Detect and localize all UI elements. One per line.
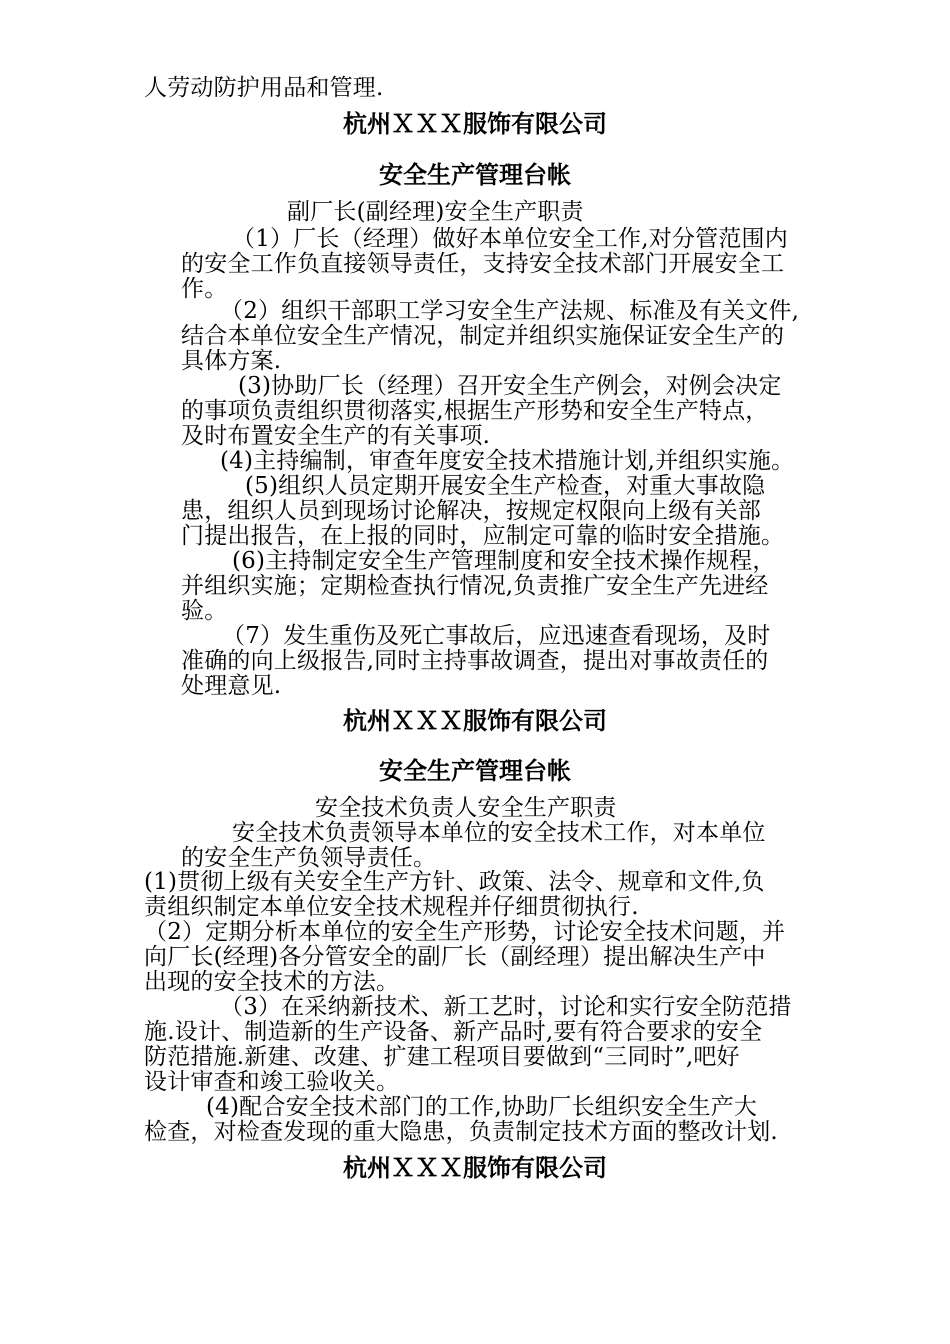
text-line: 安全技术负责领导本单位的安全技术工作，对本单位: [232, 820, 766, 846]
text-line: 防范措施.新建、改建、扩建工程项目要做到“三同时”,吧好: [144, 1044, 740, 1070]
text-line: 的安全生产负领导责任。: [181, 845, 437, 871]
text-line: 并组织实施；定期检查执行情况,负责推广安全生产先进经: [181, 573, 769, 599]
text-line: 作。: [181, 276, 228, 302]
text-line: 人劳动防护用品和管理.: [144, 75, 384, 101]
company-heading: 杭州ＸＸＸ服饰有限公司: [343, 707, 607, 735]
text-line: (4)主持编制，审查年度安全技术措施计划,并组织实施。: [220, 448, 795, 474]
text-line: 具体方案.: [181, 348, 282, 374]
ledger-heading: 安全生产管理台帐: [379, 757, 571, 785]
text-line: 施.设计、制造新的生产设备、新产品时,要有符合要求的安全: [144, 1019, 763, 1045]
text-line: 门提出报告，在上报的同时，应制定可靠的临时安全措施。: [181, 523, 785, 549]
section-subtitle: 副厂长(副经理)安全生产职责: [287, 199, 584, 225]
text-line: （2）定期分析本单位的安全生产形势，讨论安全技术问题，并: [144, 919, 786, 945]
text-line: （2）组织干部职工学习安全生产法规、标准及有关文件,: [220, 298, 800, 324]
text-line: 出现的安全技术的方法。: [144, 969, 400, 995]
text-line: (5)组织人员定期开展安全生产检查，对重大事故隐: [245, 473, 766, 499]
ledger-heading: 安全生产管理台帐: [379, 161, 571, 189]
text-line: 验。: [181, 598, 228, 624]
text-line: 设计审查和竣工验收关。: [144, 1069, 400, 1095]
text-line: 的安全工作负直接领导责任，支持安全技术部门开展安全工: [181, 251, 785, 277]
text-line: 及时布置安全生产的有关事项.: [181, 423, 491, 449]
text-line: 向厂长(经理)各分管安全的副厂长（副经理）提出解决生产中: [144, 944, 766, 970]
text-line: 责组织制定本单位安全技术规程并仔细贯彻执行.: [144, 894, 639, 920]
company-heading: 杭州ＸＸＸ服饰有限公司: [343, 1154, 607, 1182]
text-line: 的事项负责组织贯彻落实,根据生产形势和安全生产特点，: [181, 398, 769, 424]
text-line: (4)配合安全技术部门的工作,协助厂长组织安全生产大: [206, 1094, 758, 1120]
text-line: （7）发生重伤及死亡事故后，应迅速查看现场，及时: [222, 623, 771, 649]
section-subtitle: 安全技术负责人安全生产职责: [315, 795, 617, 821]
text-line: (1)贯彻上级有关安全生产方针、政策、法令、规章和文件,负: [144, 869, 765, 895]
text-line: 结合本单位安全生产情况，制定并组织实施保证安全生产的: [181, 323, 785, 349]
text-line: 检查，对检查发现的重大隐患，负责制定技术方面的整改计划.: [144, 1119, 778, 1145]
text-line: 准确的向上级报告,同时主持事故调查，提出对事故责任的: [181, 648, 769, 674]
text-line: 处理意见.: [181, 673, 282, 699]
text-line: (6)主持制定安全生产管理制度和安全技术操作规程，: [232, 548, 776, 574]
text-line: （3）在采纳新技术、新工艺时，讨论和实行安全防范措: [220, 994, 792, 1020]
company-heading: 杭州ＸＸＸ服饰有限公司: [343, 110, 607, 138]
text-line: 患，组织人员到现场讨论解决，按规定权限向上级有关部: [181, 498, 761, 524]
text-line: （1）厂长（经理）做好本单位安全工作,对分管范围内: [232, 226, 788, 252]
text-line: (3)协助厂长（经理）召开安全生产例会，对例会决定: [238, 373, 782, 399]
